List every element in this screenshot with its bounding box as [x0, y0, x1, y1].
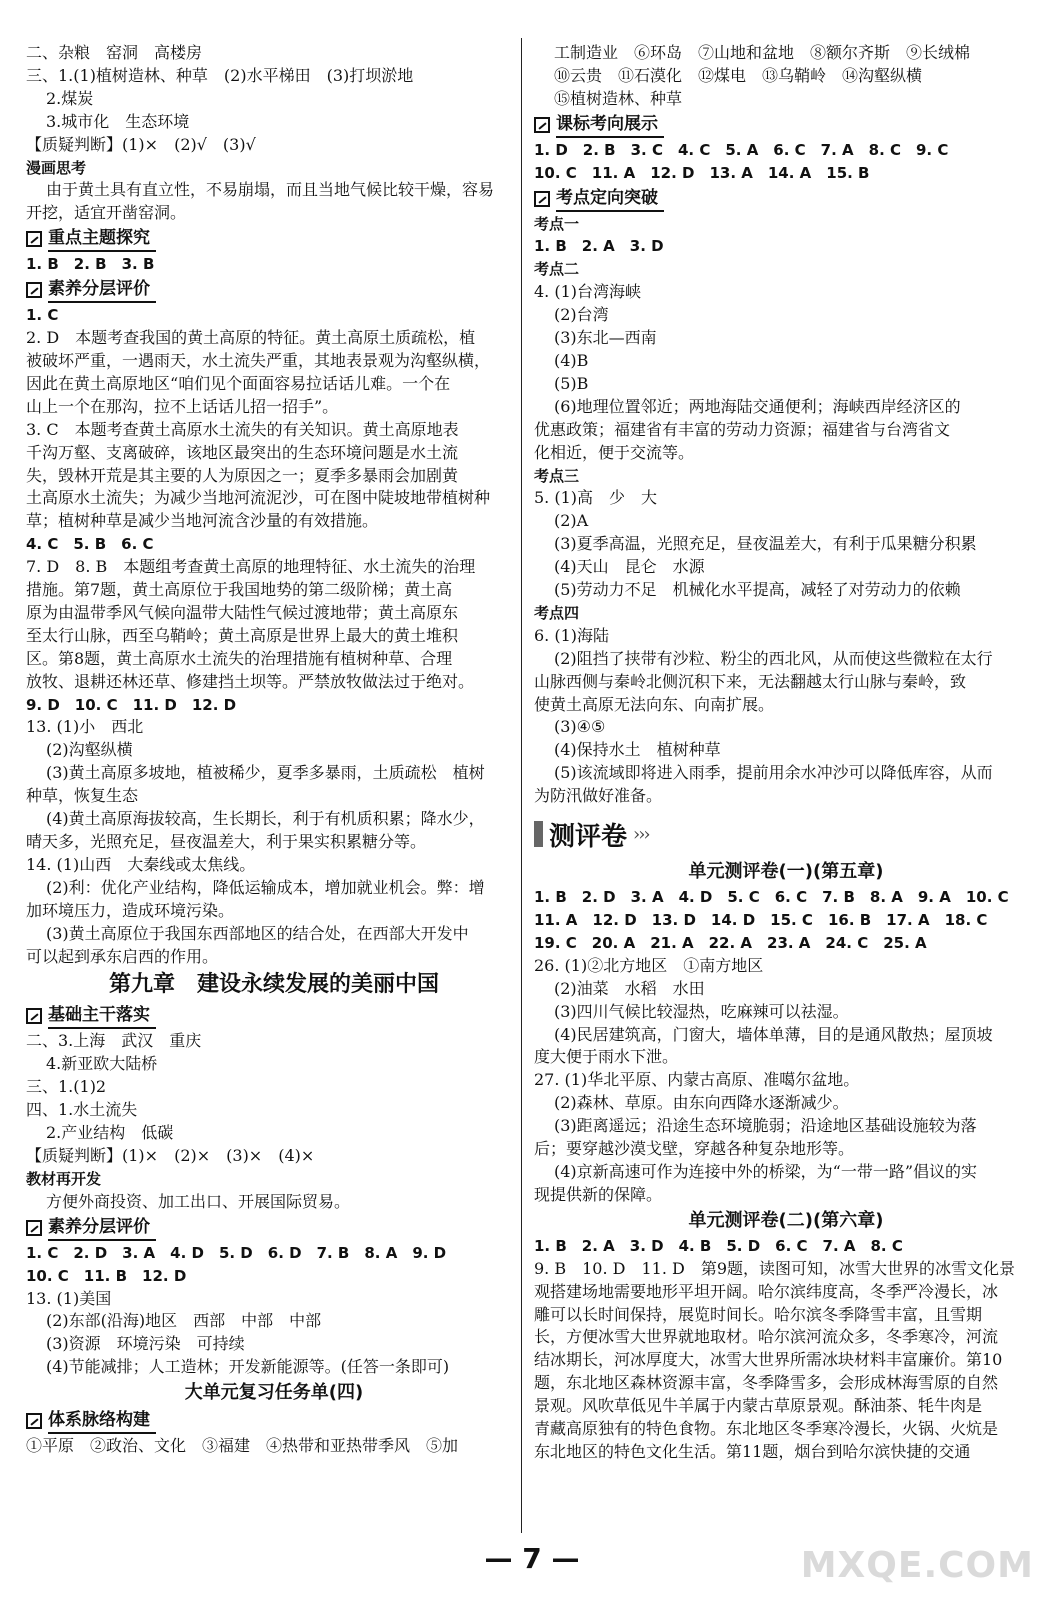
answer-line: (3)四川气候比较湿热，吃麻辣可以祛湿。	[554, 1001, 849, 1021]
answer-line: 雕可以长时间保持，展览时间长。哈尔滨冬季降雪丰富，且雪期	[534, 1304, 983, 1324]
answer-line: 7. D 8. B 本题组考查黄土高原的地理特征、水土流失的治理	[26, 557, 476, 577]
section-heading	[26, 1215, 522, 1241]
answer-line: (2)森林、草原。由东向西降水逐渐减少。	[554, 1093, 849, 1113]
left-column	[26, 42, 522, 1458]
answer-line: 4.新亚欧大陆桥	[46, 1054, 158, 1074]
answer-line: 二、杂粮 窑洞 高楼房	[26, 43, 203, 62]
section-marker-icon	[534, 191, 550, 207]
answer-line: 3. C 本题考查黄土高原水土流失的有关知识。黄土高原地表	[26, 419, 459, 439]
answer-line: 四、1.水土流失	[26, 1100, 138, 1120]
answer-line: 现提供新的保障。	[534, 1184, 663, 1204]
section-heading-text: 素养分层评价	[48, 277, 156, 303]
section-heading	[534, 112, 1038, 138]
answer-line: (5)劳动力不足 机械化水平提高，减轻了对劳动力的依赖	[554, 580, 961, 600]
answer-key-line: 4. C 5. B 6. C	[26, 535, 154, 554]
answer-key-line: 10. C 11. B 12. D	[26, 1266, 187, 1285]
section-heading-text: 考点定向突破	[556, 186, 664, 212]
answer-line: 种草，恢复生态	[26, 786, 139, 806]
answer-line: 长，方便冰雪大世界就地取材。哈尔滨河流众多，冬季寒冷，河流	[534, 1327, 999, 1347]
answer-key-line: 11. A 12. D 13. D 14. D 15. C 16. B 17. A 18. C	[534, 911, 988, 929]
answer-line: 草；植树种草是减少当地河流含沙量的有效措施。	[26, 511, 379, 531]
banner-bar	[534, 821, 543, 847]
answer-line: 三、1.(1)2	[26, 1077, 107, 1097]
answer-line: 区。第8题，黄土高原水土流失的治理措施有植树种草、合理	[26, 648, 453, 668]
answer-line: (4)保持水土 植树种草	[554, 740, 721, 760]
answer-line: 可以起到承东启西的作用。	[26, 946, 219, 966]
answer-line: 观搭建场地需要地形平坦开阔。哈尔滨纬度高，冬季严冷漫长，冰	[534, 1281, 999, 1301]
answer-line: 2. D 本题考查我国的黄土高原的特征。黄土高原土质疏松，植	[26, 328, 476, 348]
answer-line: (3)黄土高原位于我国东西部地区的结合处，在西部大开发中	[46, 923, 469, 943]
answer-key-line: 考点四	[534, 603, 580, 622]
section-heading-text: 体系脉络构建	[48, 1408, 156, 1434]
watermark-logo: MXQE.COM	[800, 1545, 1034, 1586]
subsection-title: 单元测评卷(二)(第六章)	[688, 1209, 884, 1231]
answer-line: 措施。第7题，黄土高原位于我国地势的第二级阶梯；黄土高	[26, 580, 453, 600]
right-column	[534, 42, 1038, 1464]
answer-line: 优惠政策；福建省有丰富的劳动力资源；福建省与台湾省文	[534, 419, 951, 439]
answer-line: 13. (1)小 西北	[26, 717, 144, 737]
answer-line: 由于黄土具有直立性，不易崩塌，而且当地气候比较干燥，容易	[46, 180, 495, 200]
answer-line: 度大便于雨水下泄。	[534, 1047, 679, 1067]
answer-line: 景观。风吹草低见牛羊属于内蒙古草原景观。酥油茶、牦牛肉是	[534, 1396, 983, 1416]
answer-line: 失，毁林开荒是其主要的人为原因之一；夏季多暴雨会加剧黄	[26, 465, 459, 485]
answer-line: (4)黄土高原海拔较高，生长期长，利于有机质积累；降水少，	[46, 809, 485, 829]
answer-line: 4. (1)台湾海峡	[534, 282, 642, 302]
section-heading-text: 基础主干落实	[48, 1003, 156, 1029]
answer-line: 6. (1)海陆	[534, 625, 610, 645]
answer-line: (3)资源 环境污染 可持续	[46, 1334, 245, 1354]
answer-line: 开挖，适宜开凿窑洞。	[26, 203, 187, 223]
answer-line: (3)东北—西南	[554, 328, 657, 348]
answer-line: 加环境压力，造成环境污染。	[26, 900, 235, 920]
answer-line: (4)民居建筑高，门窗大，墙体单薄，目的是通风散热；屋顶坡	[554, 1024, 993, 1044]
answer-line: 千沟万壑、支离破碎，该地区最突出的生态环境问题是水土流	[26, 442, 459, 462]
answer-key-line: 1. D 2. B 3. C 4. C 5. A 6. C 7. A 8. C 9. C	[534, 140, 949, 159]
answer-key-line: 9. D 10. C 11. D 12. D	[26, 695, 237, 714]
section-marker-icon	[26, 231, 42, 247]
answer-line: 因此在黄土高原地区“咱们见个面面容易拉话话儿难。一个在	[26, 373, 451, 393]
page-number: — 7 —	[484, 1542, 580, 1575]
answer-line: 工制造业 ⑥环岛 ⑦山地和盆地 ⑧额尔齐斯 ⑨长绒棉	[554, 43, 971, 62]
answer-line: (5)该流域即将进入雨季，提前用余水冲沙可以降低库容，从而	[554, 763, 993, 783]
answer-line: 山上一个在那沟，拉不上话话儿招一招手”。	[26, 396, 339, 416]
answer-line: 为防汛做好准备。	[534, 786, 663, 806]
answer-key-line: 10. C 11. A 12. D 13. A 14. A 15. B	[534, 163, 870, 182]
answer-line: (2)沟壑纵横	[46, 740, 133, 760]
answer-line: 东北地区的特色文化生活。第11题，烟台到哈尔滨快捷的交通	[534, 1441, 971, 1461]
answer-line: 【质疑判断】(1)× (2)√ (3)√	[26, 134, 256, 154]
answer-line: (2)油菜 水稻 水田	[554, 978, 705, 998]
answer-key-line: 1. B 2. B 3. B	[26, 255, 155, 274]
section-marker-icon	[26, 1008, 42, 1024]
answer-line: 二、3.上海 武汉 重庆	[26, 1031, 202, 1051]
answer-key-line: 19. C 20. A 21. A 22. A 23. A 24. C 25. A	[534, 933, 927, 952]
answer-key-line: 1. B 2. D 3. A 4. D 5. C 6. C 7. B 8. A 9. A 10. C	[534, 888, 1009, 907]
answer-line: (2)阻挡了挟带有沙粒、粉尘的西北风，从而使这些微粒在太行	[554, 648, 993, 668]
answer-line: 放牧、退耕还林还草、修建挡土坝等。严禁放牧做法过于绝对。	[26, 671, 475, 691]
answer-line: 26. (1)②北方地区 ①南方地区	[534, 955, 764, 975]
answer-key-line: 1. B 2. A 3. D 4. B 5. D 6. C 7. A 8. C	[534, 1236, 903, 1255]
answer-line: 5. (1)高 少 大	[534, 488, 658, 508]
answer-line: 被破坏严重，一遇雨天，水土流失严重，其地表景观为沟壑纵横，	[26, 350, 491, 370]
answer-line: 土高原水土流失；为减少当地河流泥沙，可在图中陡坡地带植树种	[26, 488, 491, 508]
answer-key-line: 考点二	[534, 260, 580, 279]
answer-key-line: 考点三	[534, 466, 580, 485]
answer-line: 三、1.(1)植树造林、种草 (2)水平梯田 (3)打坝淤地	[26, 65, 414, 85]
answer-line: (4)B	[554, 350, 589, 370]
section-marker-icon	[26, 1413, 42, 1429]
subsection-title: 单元测评卷(一)(第五章)	[688, 861, 884, 883]
section-marker-icon	[26, 282, 42, 298]
answer-line: (2)东部(沿海)地区 西部 中部 中部	[46, 1311, 322, 1331]
answer-line: (2)台湾	[554, 305, 609, 325]
answer-key-line: 漫画思考	[26, 158, 87, 177]
answer-line: (3)距离遥远；沿途生态环境脆弱；沿途地区基础设施较为落	[554, 1116, 977, 1136]
answer-line: 化相近，便于交流等。	[534, 442, 695, 462]
answer-line: (5)B	[554, 373, 589, 393]
answer-line: (4)天山 昆仑 水源	[554, 557, 705, 577]
answer-line: ①平原 ②政治、文化 ③福建 ④热带和亚热带季风 ⑤加	[26, 1436, 459, 1456]
answer-line: 使黄土高原无法向东、向南扩展。	[534, 694, 775, 714]
answer-key-line: 1. C	[26, 306, 59, 325]
answer-line: 山脉西侧与秦岭北侧沉积下来，无法翻越太行山脉与秦岭，致	[534, 671, 967, 691]
answer-line: 14. (1)山西 大秦线或太焦线。	[26, 854, 256, 874]
answer-line: (2)利：优化产业结构，降低运输成本，增加就业机会。弊：增	[46, 877, 485, 897]
answer-key-line: 考点一	[534, 214, 580, 233]
answer-line: 方便外商投资、加工出口、开展国际贸易。	[46, 1191, 351, 1211]
answer-key-line: 1. C 2. D 3. A 4. D 5. D 6. D 7. B 8. A 9. D	[26, 1243, 447, 1262]
section-marker-icon	[26, 1220, 42, 1236]
section-heading-text: 重点主题探究	[48, 226, 156, 252]
section-heading-text: 课标考向展示	[556, 112, 664, 138]
section-heading	[26, 226, 522, 252]
answer-line: 9. B 10. D 11. D 第9题，读图可知，冰雪大世界的冰雪文化景	[534, 1258, 1016, 1278]
section-heading-text: 素养分层评价	[48, 1215, 156, 1241]
answer-line: 后；要穿越沙漠戈壁，穿越各种复杂地形等。	[534, 1139, 855, 1159]
chapter-title: 第九章 建设永续发展的美丽中国	[108, 972, 439, 998]
section-heading	[26, 1003, 522, 1029]
answer-line: 青藏高原独有的特色食物。东北地区冬季寒冷漫长，火锅、火炕是	[534, 1419, 999, 1439]
answer-line: (2)A	[554, 511, 589, 531]
answer-line: 至太行山脉，西至乌鞘岭；黄土高原是世界上最大的黄土堆积	[26, 625, 459, 645]
answer-line: ⑩云贵 ⑪石漠化 ⑫煤电 ⑬乌鞘岭 ⑭沟壑纵横	[554, 65, 923, 85]
answer-line: 题，东北地区森林资源丰富，冬季降雪多，会形成林海雪原的自然	[534, 1373, 999, 1393]
answer-line: (6)地理位置邻近；两地海陆交通便利；海峡西岸经济区的	[554, 396, 961, 416]
answer-line: 3.城市化 生态环境	[46, 111, 190, 131]
answer-line: (3)夏季高温，光照充足，昼夜温差大，有利于瓜果糖分积累	[554, 534, 977, 554]
section-marker-icon	[534, 117, 550, 133]
answer-key-line: 1. B 2. A 3. D	[534, 237, 664, 256]
subsection-title: 大单元复习任务单(四)	[184, 1382, 364, 1404]
answer-line: 13. (1)美国	[26, 1288, 112, 1308]
section-heading	[26, 277, 522, 303]
answer-line: (4)节能减排；人工造林；开发新能源等。(任答一条即可)	[46, 1357, 450, 1377]
answer-line: (4)京新高速可作为连接中外的桥梁，为“一带一路”倡议的实	[554, 1161, 978, 1181]
answer-line: 2.煤炭	[46, 88, 94, 108]
answer-line: 结冰期长，河冰厚度大，冰雪大世界所需冰块材料丰富廉价。第10	[534, 1350, 1003, 1370]
answer-line: 晴天多，光照充足，昼夜温差大，利于果实积累糖分等。	[26, 832, 427, 851]
banner-title: 测评卷	[549, 821, 628, 852]
answer-line: 【质疑判断】(1)× (2)× (3)× (4)×	[26, 1145, 315, 1165]
section-heading	[26, 1408, 522, 1434]
test-paper-banner	[534, 814, 1038, 854]
answer-line: ⑮植树造林、种草	[554, 88, 683, 108]
answer-key-line: 教材再开发	[26, 1169, 102, 1188]
answer-line: 2.产业结构 低碳	[46, 1123, 174, 1143]
section-heading	[534, 186, 1038, 212]
answer-line: (3)④⑤	[554, 717, 606, 737]
answer-line: 原为由温带季风气候向温带大陆性气候过渡地带；黄土高原东	[26, 602, 459, 622]
answer-line: 27. (1)华北平原、内蒙古高原、准噶尔盆地。	[534, 1070, 860, 1090]
answer-line: (3)黄土高原多坡地，植被稀少，夏季多暴雨，土质疏松 植树	[46, 763, 485, 783]
chevron-right-icon: ›››	[633, 823, 649, 845]
